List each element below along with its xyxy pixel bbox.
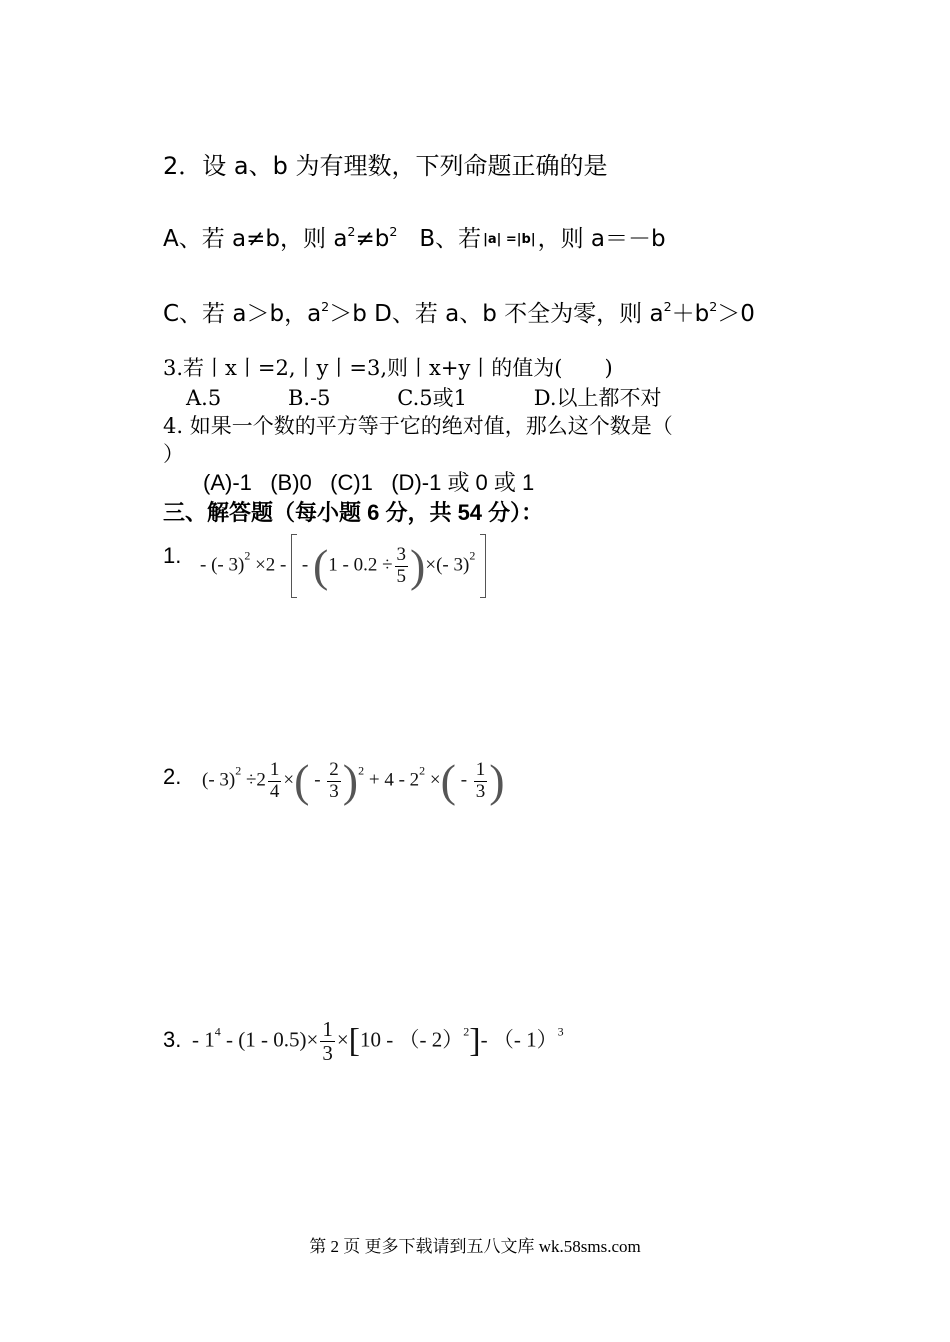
page-footer: 第 2 页 更多下载请到五八文库 wk.58sms.com xyxy=(309,1237,641,1256)
q2-stem: 2．设 a、b 为有理数，下列命题正确的是 xyxy=(163,152,608,180)
problem-1-expression: - (- 3)$^2$ ×2 - - (1 - 0.2 ÷ $\frac{3}{5}$ )×(- 3)$^2$ xyxy=(200,534,486,598)
q3-stem: 3.若丨x丨=2,丨y丨=3,则丨x+y丨的值为( ) xyxy=(163,356,613,380)
q2-optA-prefix: A、若 a≠b，则 a xyxy=(163,226,348,252)
problem-2-label: 2. xyxy=(163,764,182,789)
q4-stem: 4. 如果一个数的平方等于它的绝对值，那么这个数是（ xyxy=(163,414,673,438)
abs-a-eq-abs-b: |a| =|b| xyxy=(483,232,536,247)
problem-2-expression: (- 3)$^2$ ÷2 $\frac{1}{4}$ ×( - $\frac{2}{3}$ )$^2 + 4 - 2^2$ ×( - $\frac{1}{3}$ ) xyxy=(202,755,505,806)
q4-options: (A)-1 (B)0 (C)1 (D)-1 或 0 或 1 xyxy=(203,470,535,495)
problem-3-label: 3. xyxy=(163,1027,182,1052)
q3-options: A.5 B.-5 C.5或1 D.以上都不对 xyxy=(186,386,662,410)
section-heading: 三、解答题（每小题 6 分，共 54 分）： xyxy=(163,500,544,525)
problem-1-label: 1. xyxy=(163,543,182,568)
problem-3-expression: - $1^4 - (1 - 0.5)\times$ $\frac{1}{3}$ ×[10 - （- 2）$^2$]- （- 1）$^3$ xyxy=(192,1017,564,1066)
q2-options-ab: A、若 a≠b，则 $a^2\ne b^2$ B、若 |a| =|b|，则 a＝－b xyxy=(163,223,666,252)
q2-options-cd: C、若 a＞b，$a^2>b$ D、若 a、b 不全为零，则 $a^2+b^2>0$ xyxy=(163,298,755,327)
q4-stem-tail: ） xyxy=(163,442,184,466)
